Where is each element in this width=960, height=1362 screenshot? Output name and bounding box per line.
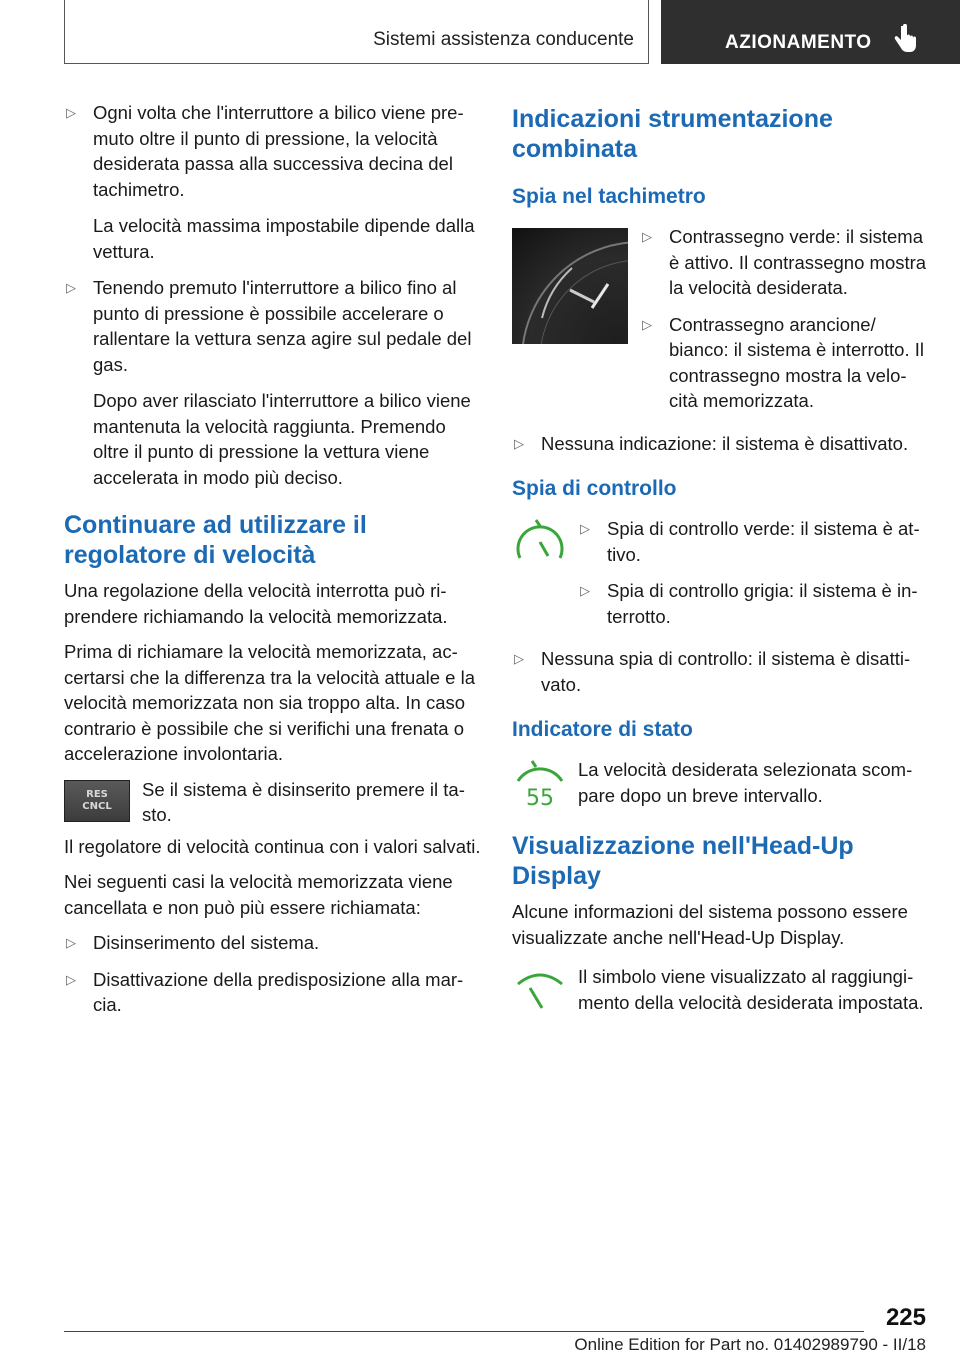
list-item: [64, 930, 482, 956]
header-section-title: Sistemi assistenza conducente: [373, 29, 634, 50]
speedometer-icon: [512, 228, 628, 344]
bullet-triangle-icon: ▷: [580, 583, 590, 598]
res-button-text: Se il sistema è disinserito premere il tasto.: [142, 778, 465, 825]
bullet-triangle-icon: ▷: [66, 280, 76, 295]
bullet-triangle-icon: ▷: [514, 435, 524, 451]
list-item: [512, 431, 928, 457]
status-text: La velocità desiderata selezionata scompare dopo un breve intervallo.: [578, 759, 913, 806]
header-section-box: [64, 0, 649, 64]
res-label: RES: [86, 788, 108, 800]
list-item: [640, 224, 928, 301]
bullet-text: Nessuna spia di controllo: il sistema è disattivato.: [541, 648, 911, 695]
res-cncl-button-image: [64, 780, 130, 822]
bullet-text: Spia di controllo grigia: il sistema è interrotto.: [607, 580, 918, 627]
cncl-label: CNCL: [82, 800, 112, 812]
footer-edition: Online Edition for Part no. 01402989790 - II/18: [574, 1335, 926, 1354]
subsection-heading: Spia di controllo: [512, 477, 677, 500]
right-column: [512, 100, 928, 1022]
footer-divider: [64, 1331, 864, 1332]
tacho-row: [512, 224, 928, 425]
tacho-items: [640, 224, 928, 425]
bullet-text: Ogni volta che l'interruttore a bilico viene premuto oltre il punto di pressione, la velocità desiderata passa alla successiva decina del tachimetro.: [93, 102, 464, 200]
bullet-triangle-icon: ▷: [66, 971, 76, 987]
hud-text: Il simbolo viene visualizzato al raggiungimento della velocità desiderata impostata.: [578, 966, 924, 1013]
status-speed-icon: [512, 757, 568, 809]
bullet-text: Contrassegno verde: il sistema è attivo. Il contrassegno mostra la velocità desiderata.: [669, 226, 927, 298]
header-chapter-box: [661, 0, 960, 64]
list-item: [512, 646, 928, 697]
bullet-triangle-icon: ▷: [66, 935, 76, 950]
bullet-note: La velocità massima impostabile dipende dalla vettura.: [93, 215, 475, 262]
subsection-heading: Indicatore di stato: [512, 718, 693, 741]
bullet-note: Dopo aver rilasciato l'interruttore a bilico viene mantenuta la velocità raggiunta. Premendo oltre il punto di pressione la vettura viene accelerata in modo più deciso.: [93, 390, 471, 488]
left-column: [64, 100, 482, 1029]
list-item: [64, 967, 482, 1018]
bullet-text: Disattivazione della predisposizione alla marcia.: [93, 968, 464, 1015]
list-item: [578, 578, 928, 629]
control-row: [512, 516, 928, 640]
subsection-heading: Spia nel tachimetro: [512, 185, 706, 208]
hud-row: [512, 964, 928, 1016]
res-button-row: [64, 777, 482, 828]
list-item: [640, 312, 928, 414]
bullet-triangle-icon: ▷: [514, 651, 524, 666]
bullet-text: Spia di controllo verde: il sistema è attivo.: [607, 518, 920, 565]
bullet-triangle-icon: ▷: [580, 521, 590, 536]
paragraph: Prima di richiamare la velocità memorizzata, accertarsi che la differenza tra la velocità attuale e la velocità memorizzata non sia troppo alta. In caso contrario è possibile che si verifichi una frenata o accelerazione involontaria.: [64, 641, 475, 764]
bullet-triangle-icon: ▷: [642, 229, 652, 244]
paragraph: Il regolatore di velocità continua con i valori salvati.: [64, 835, 481, 857]
cruise-control-indicator-icon: [512, 516, 568, 568]
bullet-text: Tenendo premuto l'interruttore a bilico fino al punto di pressione è possibile accelerare o rallentare la vettura senza agire sul pedale del gas.: [93, 277, 472, 375]
header-chapter-title: AZIONAMENTO: [725, 32, 872, 53]
paragraph: Alcune informazioni del sistema possono essere visualizzate anche nell'Head-Up Display.: [512, 901, 908, 948]
status-row: [512, 757, 928, 809]
list-item: [64, 100, 482, 202]
hand-pointer-icon: [892, 24, 918, 54]
bullet-triangle-icon: ▷: [642, 316, 652, 332]
section-heading: Continuare ad utilizzare il regolatore di velocità: [64, 511, 367, 569]
status-speed-value: 55: [526, 786, 554, 809]
paragraph: Una regolazione della velocità interrotta può riprendere richiamando la velocità memorizzata.: [64, 580, 448, 627]
control-items: [578, 516, 928, 640]
bullet-triangle-icon: ▷: [66, 105, 76, 120]
paragraph: Nei seguenti casi la velocità memorizzata viene cancellata e non può più essere richiamata:: [64, 871, 453, 918]
hud-speed-icon: [512, 964, 568, 1016]
bullet-text: Contrassegno arancione/ bianco: il sistema è interrotto. Il contrassegno mostra la velocità memorizzata.: [669, 313, 924, 411]
bullet-text: Nessuna indicazione: il sistema è disattivato.: [541, 432, 909, 454]
bullet-text: Disinserimento del sistema.: [93, 932, 320, 953]
list-item: [64, 275, 482, 377]
section-heading: Visualizzazione nell'Head-Up Display: [512, 832, 854, 890]
section-heading: Indicazioni strumentazione combinata: [512, 105, 833, 163]
list-item: [578, 516, 928, 567]
page-number: 225: [885, 1304, 926, 1331]
speedometer-image: [512, 228, 628, 344]
